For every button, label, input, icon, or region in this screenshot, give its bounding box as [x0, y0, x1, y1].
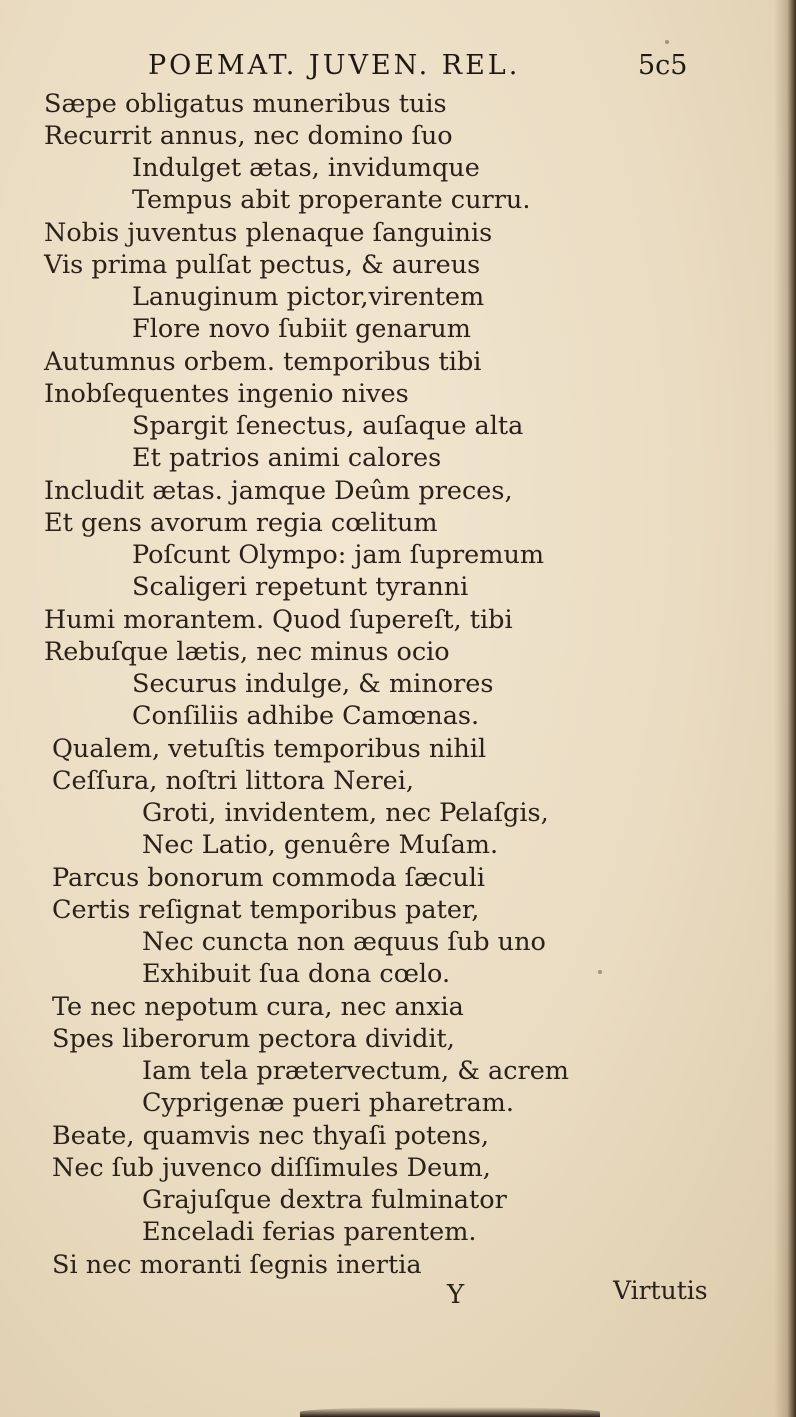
book-spine-shadow	[774, 0, 796, 1417]
verse-line: Inobſequentes ingenio nives	[44, 379, 409, 409]
verse-line: Securus indulge, & minores	[132, 669, 494, 699]
verse-line: Groti, invidentem, nec Pelaſgis,	[142, 798, 549, 828]
catchword: Virtutis	[613, 1276, 708, 1305]
verse-line: Et gens avorum regia cœlitum	[44, 508, 438, 538]
verse-line: Includit ætas. jamque Deûm preces,	[44, 476, 513, 506]
verse-line: Te nec nepotum cura, nec anxia	[52, 992, 464, 1022]
verse-line: Cyprigenæ pueri pharetram.	[142, 1088, 514, 1118]
verse-line: Spargit ſenectus, auſaque alta	[132, 411, 524, 441]
verse-block	[44, 88, 604, 1288]
verse-line: Qualem, vetuſtis temporibus nihil	[52, 734, 487, 764]
verse-line: Si nec moranti ſegnis inertia	[52, 1250, 422, 1280]
verse-line: Vis prima pulſat pectus, & aureus	[44, 250, 481, 280]
verse-line: Flore novo ſubiit genarum	[132, 314, 471, 344]
verse-line: Nec cuncta non æquus ſub uno	[142, 927, 546, 957]
verse-line: Conſiliis adhibe Camœnas.	[132, 701, 480, 731]
verse-line: Nobis juventus plenaque ſanguinis	[44, 218, 493, 248]
verse-line: Rebuſque lætis, nec minus ocio	[44, 637, 450, 667]
page-number: 5c5	[638, 50, 688, 81]
verse-line: Recurrit annus, nec domino ſuo	[44, 121, 453, 151]
page-bottom-shadow	[300, 1407, 600, 1417]
running-head: POEMAT. JUVEN. REL.	[148, 50, 521, 81]
verse-line: Humi morantem. Quod ſupereſt, tibi	[44, 605, 513, 635]
verse-line: Lanuginum pictor,virentem	[132, 282, 485, 312]
verse-line: Scaligeri repetunt tyranni	[132, 572, 469, 602]
paper-speck	[598, 970, 602, 974]
verse-line: Nec ſub juvenco diſſimules Deum,	[52, 1153, 491, 1183]
verse-line: Autumnus orbem. temporibus tibi	[44, 347, 482, 377]
verse-line: Exhibuit ſua dona cœlo.	[142, 959, 451, 989]
verse-line: Tempus abit properante curru.	[132, 185, 531, 215]
verse-line: Nec Latio, genuêre Muſam.	[142, 830, 499, 860]
verse-line: Et patrios animi calores	[132, 443, 442, 473]
verse-line: Certis reſignat temporibus pater,	[52, 895, 480, 925]
verse-line: Parcus bonorum commoda ſæculi	[52, 863, 486, 893]
page-header	[148, 50, 708, 90]
signature-mark: Y	[447, 1280, 465, 1310]
paper-speck	[665, 40, 669, 44]
verse-line: Spes liberorum pectora dividit,	[52, 1024, 455, 1054]
verse-line: Iam tela prætervectum, & acrem	[142, 1056, 569, 1086]
verse-line: Sæpe obligatus muneribus tuis	[44, 89, 447, 119]
verse-line: Poſcunt Olympo: jam ſupremum	[132, 540, 545, 570]
verse-line: Beate, quamvis nec thyaſi potens,	[52, 1121, 489, 1151]
verse-line: Enceladi ferias parentem.	[142, 1217, 477, 1247]
verse-line: Ceſſura, noſtri littora Nerei,	[52, 766, 415, 796]
verse-line: Indulget ætas, invidumque	[132, 153, 480, 183]
verse-line: Grajuſque dextra fulminator	[142, 1185, 507, 1215]
